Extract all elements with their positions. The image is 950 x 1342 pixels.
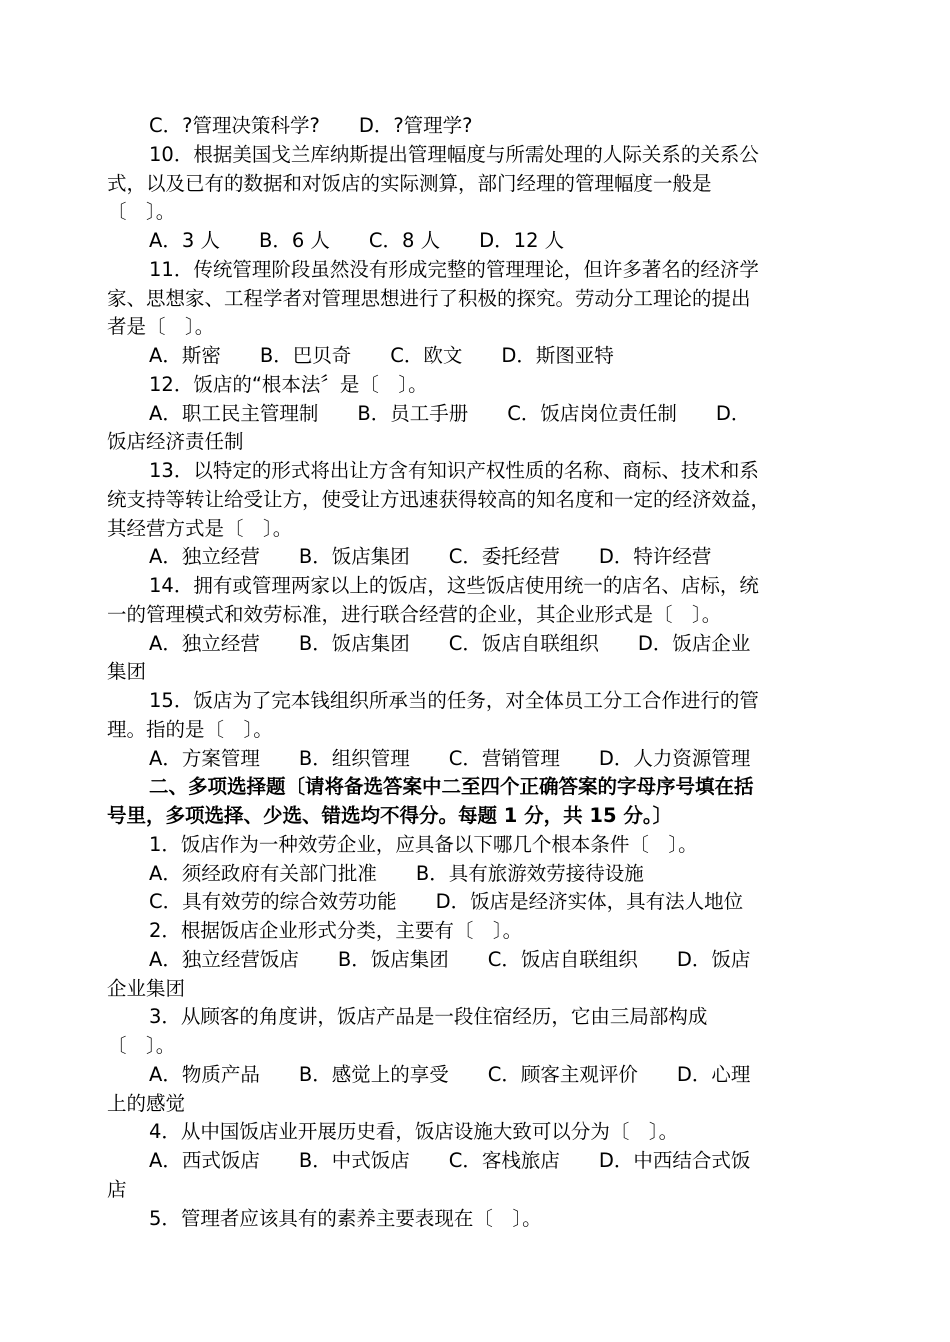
- text-line: 一的管理模式和效劳标准，进行联合经营的企业，其企业形式是〔 〕。: [107, 602, 722, 626]
- text-line: A．方案管理 B．组织管理 C．营销管理 D．人力资源管理: [149, 746, 751, 770]
- text-line: 统支持等转让给受让方，使受让方迅速获得较高的知名度和一定的经济效益，: [107, 487, 771, 511]
- text-line: 15．饭店为了完本钱组织所承当的任务，对全体员工分工合作进行的管: [149, 689, 759, 712]
- text-line: 3．从顾客的角度讲，饭店产品是一段住宿经历，它由三局部构成: [149, 1005, 708, 1029]
- document-page: [107, 112, 842, 1233]
- text-line: 14．拥有或管理两家以上的饭店，这些饭店使用统一的店名、店标，统: [149, 574, 759, 597]
- text-line: 上的感觉: [107, 1091, 186, 1115]
- text-line: 12．饭店的“根本法〞是〔 〕。: [149, 372, 428, 396]
- text-line: A．3 人 B．6 人 C．8 人 D．12 人: [149, 229, 565, 252]
- text-line: 5．管理者应该具有的素养主要表现在〔 〕。: [149, 1206, 542, 1230]
- text-line: 13．以特定的形式将出让方含有知识产权性质的名称、商标、技术和系: [149, 459, 759, 482]
- text-line: 10．根据美国戈兰库纳斯提出管理幅度与所需处理的人际关系的关系公: [149, 142, 759, 166]
- text-line: 11．传统管理阶段虽然没有形成完整的管理理论，但许多著名的经济学: [149, 257, 759, 281]
- text-line: 饭店经济责任制: [107, 430, 244, 454]
- text-line: 2．根据饭店企业形式分类，主要有〔 〕。: [149, 919, 523, 942]
- text-line: 者是〔 〕。: [107, 315, 215, 339]
- text-line: 〔 〕。: [107, 1034, 176, 1057]
- document-body: [107, 112, 842, 1233]
- text-line: 店: [107, 1177, 127, 1201]
- text-line: 4．从中国饭店业开展历史看，饭店设施大致可以分为〔 〕。: [149, 1120, 679, 1144]
- text-line: 〔 〕。: [107, 200, 176, 224]
- text-line: A．独立经营 B．饭店集团 C．委托经营 D．特许经营: [149, 545, 712, 569]
- text-line: 其经营方式是〔 〕。: [107, 516, 293, 540]
- text-line: 企业集团: [107, 976, 186, 1000]
- text-line: A．西式饭店 B．中式饭店 C．客栈旅店 D．中西结合式饭: [149, 1149, 751, 1172]
- text-line: A．职工民主管理制 B．员工手册 C．饭店岗位责任制 D．: [149, 401, 751, 425]
- text-line: A．斯密 B．巴贝奇 C．欧文 D．斯图亚特: [149, 344, 614, 367]
- text-line: C．具有效劳的综合效劳功能 D．饭店是经济实体，具有法人地位: [149, 890, 744, 914]
- text-line: A．独立经营饭店 B．饭店集团 C．饭店自联组织 D．饭店: [149, 947, 751, 971]
- text-line: 集团: [107, 660, 147, 684]
- section-heading-line: 二、多项选择题〔请将备选答案中二至四个正确答案的字母序号填在括: [149, 775, 754, 799]
- text-line: A．须经政府有关部门批准 B．具有旅游效劳接待设施: [149, 861, 644, 885]
- text-line: 1．饭店作为一种效劳企业，应具备以下哪几个根本条件〔 〕。: [149, 832, 698, 856]
- text-line: C．?管理决策科学? D．?管理学?: [149, 114, 473, 137]
- text-line: A．独立经营 B．饭店集团 C．饭店自联组织 D．饭店企业: [149, 631, 751, 655]
- text-line: 理。指的是〔 〕。: [107, 717, 273, 741]
- section-heading-line: 号里，多项选择、少选、错选均不得分。每题 1 分，共 15 分。〕: [107, 804, 673, 827]
- text-line: A．物质产品 B．感觉上的享受 C．顾客主观评价 D．心理: [149, 1062, 751, 1086]
- text-line: 式，以及已有的数据和对饭店的实际测算，部门经理的管理幅度一般是: [107, 171, 712, 195]
- text-line: 家、思想家、工程学者对管理思想进行了积极的探究。劳动分工理论的提出: [107, 286, 751, 310]
